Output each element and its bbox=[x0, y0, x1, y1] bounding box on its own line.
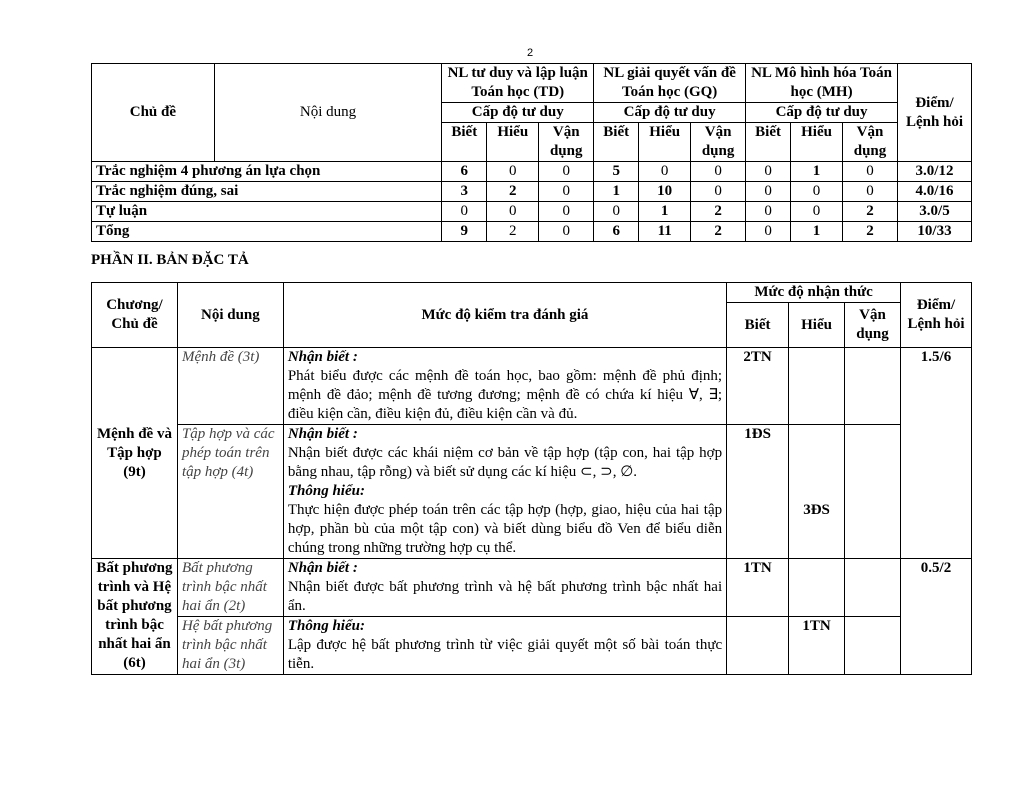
level-heading: Thông hiểu: bbox=[287, 483, 365, 499]
topic-description bbox=[283, 348, 726, 425]
header-level-gq: Cấp độ tư duy bbox=[594, 103, 746, 123]
cell: 0 bbox=[487, 202, 539, 222]
cell: 0 bbox=[843, 162, 898, 182]
cell-van-dung bbox=[845, 617, 901, 675]
sub-van-dung: Vận dụng bbox=[691, 123, 746, 162]
cell: 0 bbox=[487, 162, 539, 182]
row-label: Tổng bbox=[92, 222, 442, 242]
row-diem: 4.0/16 bbox=[897, 182, 971, 202]
cell: 2 bbox=[691, 222, 746, 242]
cell: 0 bbox=[691, 162, 746, 182]
row-label: Tự luận bbox=[92, 202, 442, 222]
row-label: Trắc nghiệm 4 phương án lựa chọn bbox=[92, 162, 442, 182]
header-biet: Biết bbox=[727, 303, 789, 348]
sub-biet: Biết bbox=[594, 123, 639, 162]
topic-content: Hệ bất phương trình bậc nhất hai ẩn (3t) bbox=[177, 617, 283, 675]
header-muc-do: Mức độ kiểm tra đánh giá bbox=[283, 283, 726, 348]
level-text: Lập được hệ bất phương trình từ việc giải quyết một số bài toán thực tiễn. bbox=[287, 637, 723, 672]
header-diem: Điểm/ Lệnh hỏi bbox=[897, 64, 971, 162]
table-row bbox=[92, 559, 972, 617]
table-row bbox=[92, 425, 972, 559]
row-label: Trắc nghiệm đúng, sai bbox=[92, 182, 442, 202]
cell: 0 bbox=[442, 202, 487, 222]
cell: 1 bbox=[791, 222, 843, 242]
header-hieu: Hiểu bbox=[789, 303, 845, 348]
cell-hieu bbox=[789, 348, 845, 425]
header-group-mh: NL Mô hình hóa Toán học (MH) bbox=[746, 64, 898, 103]
cell: 2 bbox=[691, 202, 746, 222]
topic-description bbox=[283, 425, 726, 559]
chapter-name: Mệnh đề và Tập hợp (9t) bbox=[92, 348, 178, 559]
table-row bbox=[92, 348, 972, 425]
cell-hieu: 1TN bbox=[789, 617, 845, 675]
cell: 2 bbox=[487, 222, 539, 242]
table-row bbox=[92, 202, 972, 222]
sub-biet: Biết bbox=[746, 123, 791, 162]
cell: 9 bbox=[442, 222, 487, 242]
spec-table bbox=[91, 282, 972, 675]
row-diem: 3.0/12 bbox=[897, 162, 971, 182]
cell: 1 bbox=[791, 162, 843, 182]
cell-hieu: 3ĐS bbox=[789, 425, 845, 559]
table-row bbox=[92, 617, 972, 675]
header-noi-dung: Nội dung bbox=[214, 64, 442, 162]
header-diem: Điểm/ Lệnh hỏi bbox=[901, 283, 972, 348]
level-heading: Nhận biết : bbox=[287, 560, 358, 576]
cell: 1 bbox=[639, 202, 691, 222]
chapter-diem: 1.5/6 bbox=[901, 348, 972, 559]
chapter-diem: 0.5/2 bbox=[901, 559, 972, 675]
cell: 2 bbox=[487, 182, 539, 202]
page-number: 2 bbox=[526, 47, 534, 59]
header-van-dung: Vận dụng bbox=[845, 303, 901, 348]
cell: 6 bbox=[594, 222, 639, 242]
level-heading: Nhận biết : bbox=[287, 426, 358, 442]
cell-van-dung bbox=[845, 348, 901, 425]
cell: 5 bbox=[594, 162, 639, 182]
topic-content: Bất phương trình bậc nhất hai ẩn (2t) bbox=[177, 559, 283, 617]
cell: 2 bbox=[843, 222, 898, 242]
cell-van-dung bbox=[845, 425, 901, 559]
cell: 0 bbox=[639, 162, 691, 182]
cell-biet: 1TN bbox=[727, 559, 789, 617]
cell: 0 bbox=[746, 222, 791, 242]
level-heading: Thông hiểu: bbox=[287, 618, 365, 634]
table-row bbox=[92, 222, 972, 242]
cell: 0 bbox=[539, 182, 594, 202]
cell: 6 bbox=[442, 162, 487, 182]
cell-hieu bbox=[789, 559, 845, 617]
level-text: Thực hiện được phép toán trên các tập hợp (hợp, giao, hiệu của hai tập hợp, phần bù của một tập con) và biết dùng biểu đồ Ven để biểu diễn chúng trong những trường hợp cụ thể. bbox=[287, 502, 723, 556]
header-level-td: Cấp độ tư duy bbox=[442, 103, 594, 123]
summary-table bbox=[91, 63, 972, 242]
sub-hieu: Hiểu bbox=[639, 123, 691, 162]
table-row bbox=[92, 162, 972, 182]
topic-content: Mệnh đề (3t) bbox=[177, 348, 283, 425]
header-chu-de: Chủ đề bbox=[92, 64, 215, 162]
header-noi-dung: Nội dung bbox=[177, 283, 283, 348]
cell-biet bbox=[727, 617, 789, 675]
cell: 0 bbox=[539, 202, 594, 222]
level-text: Nhận biết được bất phương trình và hệ bất phương trình bậc nhất hai ẩn. bbox=[287, 579, 723, 614]
sub-van-dung: Vận dụng bbox=[539, 123, 594, 162]
cell: 0 bbox=[539, 222, 594, 242]
level-heading: Nhận biết : bbox=[287, 349, 358, 365]
topic-content: Tập hợp và các phép toán trên tập hợp (4t) bbox=[177, 425, 283, 559]
sub-hieu: Hiểu bbox=[487, 123, 539, 162]
table-row bbox=[92, 182, 972, 202]
sub-hieu: Hiểu bbox=[791, 123, 843, 162]
cell: 0 bbox=[594, 202, 639, 222]
cell: 0 bbox=[539, 162, 594, 182]
cell: 0 bbox=[791, 202, 843, 222]
header-chuong: Chương/ Chủ đề bbox=[92, 283, 178, 348]
sub-van-dung: Vận dụng bbox=[843, 123, 898, 162]
cell: 0 bbox=[691, 182, 746, 202]
cell: 0 bbox=[843, 182, 898, 202]
cell: 0 bbox=[791, 182, 843, 202]
row-diem: 10/33 bbox=[897, 222, 971, 242]
level-text: Nhận biết được các khái niệm cơ bản về tập hợp (tập con, hai tập hợp bằng nhau, tập rỗng) và biết sử dụng các kí hiệu ⊂, ⊃, ∅. bbox=[287, 445, 723, 480]
header-level-mh: Cấp độ tư duy bbox=[746, 103, 898, 123]
cell: 0 bbox=[746, 162, 791, 182]
cell: 0 bbox=[746, 202, 791, 222]
cell: 2 bbox=[843, 202, 898, 222]
topic-description bbox=[283, 559, 726, 617]
cell-biet: 2TN bbox=[727, 348, 789, 425]
section-title: PHẦN II. BẢN ĐẶC TẢ bbox=[91, 252, 249, 268]
cell: 3 bbox=[442, 182, 487, 202]
level-text: Phát biểu được các mệnh đề toán học, bao gồm: mệnh đề phủ định; mệnh đề đảo; mệnh đề tương đương; mệnh đề có chứa kí hiệu ∀, ∃; điều kiện cần, điều kiện đủ, điều kiện cần và đủ. bbox=[287, 368, 723, 422]
sub-biet: Biết bbox=[442, 123, 487, 162]
cell: 10 bbox=[639, 182, 691, 202]
topic-description bbox=[283, 617, 726, 675]
cell: 0 bbox=[746, 182, 791, 202]
header-group-td: NL tư duy và lập luận Toán học (TD) bbox=[442, 64, 594, 103]
cell-van-dung bbox=[845, 559, 901, 617]
cell-biet: 1ĐS bbox=[727, 425, 789, 559]
header-group-gq: NL giải quyết vấn đề Toán học (GQ) bbox=[594, 64, 746, 103]
cell: 11 bbox=[639, 222, 691, 242]
cell: 1 bbox=[594, 182, 639, 202]
chapter-name: Bất phương trình và Hệ bất phương trình bậc nhất hai ẩn (6t) bbox=[92, 559, 178, 675]
header-nhan-thuc: Mức độ nhận thức bbox=[727, 283, 901, 303]
row-diem: 3.0/5 bbox=[897, 202, 971, 222]
